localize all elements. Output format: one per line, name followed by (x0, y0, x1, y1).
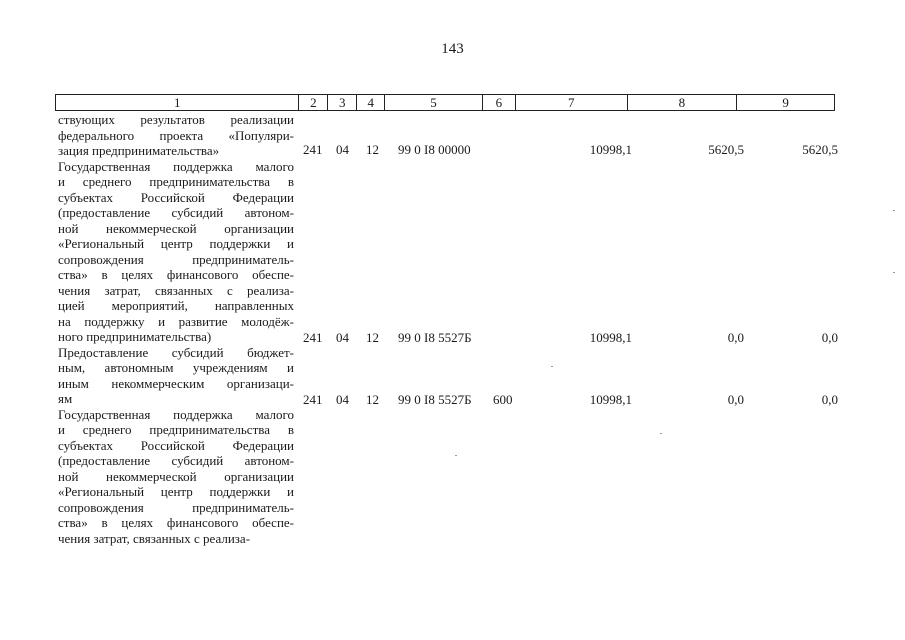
cell-c7: 10998,1 (589, 142, 632, 157)
scan-speck (660, 433, 662, 434)
cell-c7: 10998,1 (589, 392, 632, 407)
column-header-5: 5 (385, 95, 483, 110)
description-line: субъектах Российской Федерации (58, 189, 294, 205)
column-header-7: 7 (516, 95, 628, 110)
description-line: ям (58, 391, 73, 406)
table-header-row (55, 94, 835, 111)
cell-c3: 04 (336, 392, 349, 407)
cell-c9: 0,0 (821, 330, 838, 345)
cell-c8: 0,0 (727, 330, 744, 345)
description-line: чения затрат, связанных с реализа- (58, 282, 294, 298)
description-line: ствующих результатов реализации (58, 112, 294, 127)
cell-c8: 0,0 (727, 392, 744, 407)
description-line: Государственная поддержка малого (58, 158, 294, 174)
cell-c4: 12 (366, 330, 379, 345)
cell-c5: 99 0 I8 5527Б (398, 330, 472, 345)
cell-c6: 600 (493, 392, 513, 407)
description-line: ства» в целях финансового обеспе- (58, 267, 294, 282)
row-description (58, 159, 294, 345)
page-number: 143 (441, 41, 464, 57)
description-line: ства» в целях финансового обеспе- (58, 515, 294, 530)
description-line: ной некоммерческой организации (58, 220, 294, 236)
description-line: «Региональный центр поддержки и (58, 484, 294, 499)
description-line: федерального проекта «Популяри- (58, 127, 294, 143)
description-line: Государственная поддержка малого (58, 406, 294, 422)
description-line: (предоставление субсидий автоном- (58, 453, 294, 468)
description-line: и среднего предпринимательства в (58, 174, 294, 189)
column-header-1: 1 (56, 95, 299, 110)
column-header-4: 4 (357, 95, 385, 110)
column-header-3: 3 (328, 95, 357, 110)
scan-speck (455, 455, 457, 456)
cell-c4: 12 (366, 392, 379, 407)
description-line: ного предпринимательства) (58, 329, 212, 344)
description-line: иным некоммерческим организаци- (58, 375, 294, 391)
description-line: сопровождения предприниматель- (58, 499, 294, 515)
description-line: цией мероприятий, направленных (58, 298, 294, 313)
row-description (58, 112, 294, 159)
scan-speck (893, 210, 895, 211)
scan-speck (893, 272, 895, 273)
row-description (58, 407, 294, 547)
cell-c2: 241 (303, 392, 323, 407)
cell-c9: 5620,5 (802, 142, 838, 157)
scan-speck (551, 366, 553, 367)
description-line: Предоставление субсидий бюджет- (58, 344, 294, 360)
description-line: ной некоммерческой организации (58, 468, 294, 484)
column-header-8: 8 (628, 95, 738, 110)
description-line: субъектах Российской Федерации (58, 437, 294, 453)
description-line: (предоставление субсидий автоном- (58, 205, 294, 220)
column-header-9: 9 (782, 95, 789, 110)
cell-c8: 5620,5 (708, 142, 744, 157)
row-description (58, 345, 294, 407)
cell-c9: 0,0 (821, 392, 838, 407)
cell-c2: 241 (303, 330, 323, 345)
cell-c5: 99 0 I8 00000 (398, 142, 471, 157)
description-line: на поддержку и развитие молодёж- (58, 313, 294, 329)
description-line: зация предпринимательства» (58, 143, 220, 158)
cell-c4: 12 (366, 142, 379, 157)
description-line: чения затрат, связанных с реализа- (58, 530, 251, 546)
description-line: сопровождения предприниматель- (58, 251, 294, 267)
column-header-2: 2 (299, 95, 328, 110)
cell-c3: 04 (336, 330, 349, 345)
description-line: ным, автономным учреждениям и (58, 360, 294, 375)
cell-c3: 04 (336, 142, 349, 157)
cell-c2: 241 (303, 142, 323, 157)
column-header-6: 6 (483, 95, 516, 110)
cell-c5: 99 0 I8 5527Б (398, 392, 472, 407)
cell-c7: 10998,1 (589, 330, 632, 345)
description-line: «Региональный центр поддержки и (58, 236, 294, 251)
description-line: и среднего предпринимательства в (58, 422, 294, 437)
